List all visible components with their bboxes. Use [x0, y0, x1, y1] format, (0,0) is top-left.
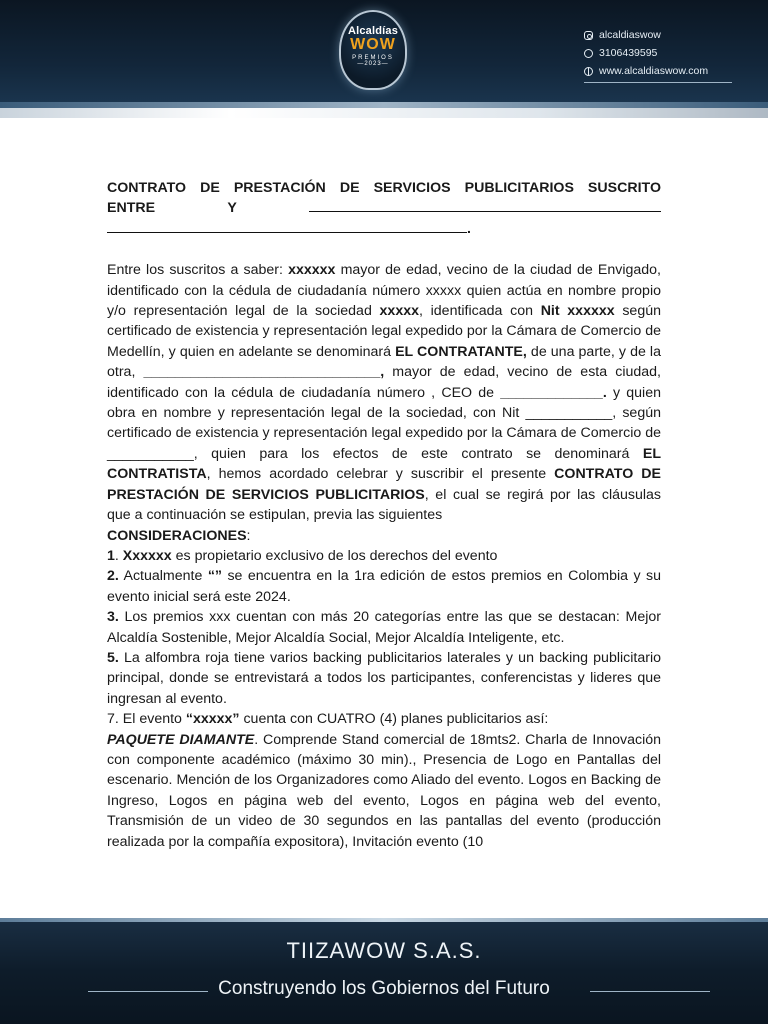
item-text: Los premios xxx cuentan con más 20 categorías entre las que se destacan: Mejor Alcaldía Sostenible, Mejor Alcaldía Social, Mejor Alcaldía Inteligente, etc.	[107, 609, 661, 646]
footer-slogan: Construyendo los Gobiernos del Futuro	[218, 978, 550, 999]
logo-line-1: Alcaldías	[347, 25, 399, 37]
header-band	[0, 108, 768, 118]
item-number: 2.	[107, 568, 119, 585]
item-text: Actualmente	[118, 568, 208, 585]
considerations-title: CONSIDERACIONES	[107, 527, 247, 544]
contact-website	[584, 62, 734, 80]
contract-title-line-2	[107, 198, 661, 218]
considerations-colon: :	[246, 527, 251, 544]
intro-text: , identificada con	[419, 303, 541, 320]
logo-line-3: PREMIOS	[352, 55, 394, 61]
considerations-heading	[107, 526, 661, 546]
logo-line-4: —2023—	[357, 61, 389, 67]
phone-number: 3106439595	[599, 47, 658, 59]
item-number: 3.	[107, 609, 119, 626]
item-number: 5.	[107, 649, 119, 666]
contact-divider	[584, 82, 732, 83]
event-name-quotes: “”	[207, 568, 222, 585]
intro-text: mayor de edad, vecino de esta ciudad, identificado con la cédula de ciudadanía número , CEO de	[107, 364, 661, 401]
title-end: .	[467, 220, 471, 237]
title-blank-2	[107, 220, 467, 233]
contract-title-line-1: CONTRATO DE PRESTACIÓN DE SERVICIOS PUBLICITARIOS SUSCRITO	[107, 180, 661, 196]
page-header	[0, 0, 768, 108]
nit-number: Nit xxxxxx	[540, 303, 615, 320]
intro-text: Entre los suscritos a saber:	[107, 262, 289, 279]
website-url: www.alcaldiaswow.com	[599, 65, 709, 77]
item-text: 7. El evento	[107, 711, 186, 728]
contract-name-bold: CONTRATO DE PRESTACIÓN DE SERVICIOS PUBLICITARIOS	[107, 466, 662, 503]
owner-name: Xxxxxx	[122, 547, 172, 564]
contract-title-line-3	[107, 219, 661, 239]
sociedad-name: xxxxx	[379, 303, 419, 320]
item-text: La alfombra roja tiene varios backing publicitarios laterales y un backing publicitario principal, donde se entrevistará a todos los participantes, conferencistas y lideres que ingresan al evento.	[107, 649, 661, 707]
package-title: PAQUETE DIAMANTE	[107, 731, 255, 748]
page-footer	[0, 918, 768, 1024]
contract-document	[107, 178, 661, 852]
intro-text: , hemos acordado celebrar y suscribir el presente	[206, 466, 555, 483]
alcaldias-wow-logo	[339, 10, 407, 90]
consideration-3	[107, 607, 661, 648]
intro-text: mayor de edad, vecino de la ciudad de Envigado, identificado con la cédula de ciudadanía número xxxxx quien actúa en nombre propio y/o representación legal de la sociedad	[107, 262, 661, 320]
whatsapp-icon	[584, 49, 593, 58]
package-diamante	[107, 730, 661, 852]
event-name-quotes: “xxxxx”	[185, 711, 240, 728]
contract-body	[107, 260, 661, 852]
ceo-company-blank: _____________.	[500, 384, 607, 401]
title-y: Y	[227, 200, 237, 217]
footer-rule-right	[590, 991, 710, 992]
intro-paragraph	[107, 260, 661, 525]
intro-text: según certificado de existencia y representación legal expedido por la Cámara de Comercio de Medellín, y quien en adelante se denominará	[107, 303, 661, 360]
el-contratante-label: EL CONTRATANTE,	[395, 343, 527, 360]
intro-text: y quien obra en nombre y representación legal de la sociedad, con Nit ___________, según certificado de existencia y representación legal expedido por la Cámara de Comercio de ___________, quien para los efectos de este contrato se denominará	[107, 384, 661, 462]
title-entre: ENTRE	[107, 200, 156, 217]
contact-phone	[584, 44, 734, 62]
intro-text: , el cual se regirá por las cláusulas que a continuación se estipulan, previa las siguientes	[107, 486, 661, 524]
consideration-5	[107, 648, 661, 709]
item-text: cuenta con CUATRO (4) planes publicitarios así:	[239, 711, 549, 728]
contratante-name: xxxxxx	[288, 262, 336, 279]
title-spacer	[107, 239, 661, 260]
consideration-7	[107, 709, 661, 729]
consideration-1	[107, 546, 661, 566]
logo-line-2: WOW	[350, 36, 396, 53]
item-dot: .	[114, 547, 123, 564]
intro-text: de una parte, y de la otra,	[107, 343, 661, 381]
footer-company-name: TIIZAWOW S.A.S.	[286, 938, 482, 963]
title-blank-1	[309, 199, 661, 212]
instagram-icon	[584, 31, 593, 40]
item-number: 1	[107, 547, 115, 564]
contratista-name-blank: ______________________________,	[143, 364, 385, 381]
el-contratista-label: EL CONTRATISTA	[107, 445, 661, 483]
contact-block	[584, 26, 734, 83]
item-text: es propietario exclusivo de los derechos del evento	[171, 547, 498, 564]
package-description: . Comprende Stand comercial de 18mts2. Charla de Innovación con componente académico (máximo 30 min)., Presencia de Logo en Pantallas del escenario. Mención de los Organizadores como Aliado del evento. Logos en Backing de Ingreso, Logos en página web del evento, Logos en página web del evento, Transmisión de un video de 30 segundos en las pantallas del evento (producción realizada por la compañía expositora), Invitación evento (10	[107, 731, 661, 850]
instagram-handle: alcaldiaswow	[599, 29, 661, 41]
globe-icon	[584, 67, 593, 76]
contact-instagram	[584, 26, 734, 44]
item-text: se encuentra en la 1ra edición de estos premios en Colombia y su evento inicial será este 2024.	[107, 568, 662, 605]
consideration-2	[107, 566, 661, 607]
